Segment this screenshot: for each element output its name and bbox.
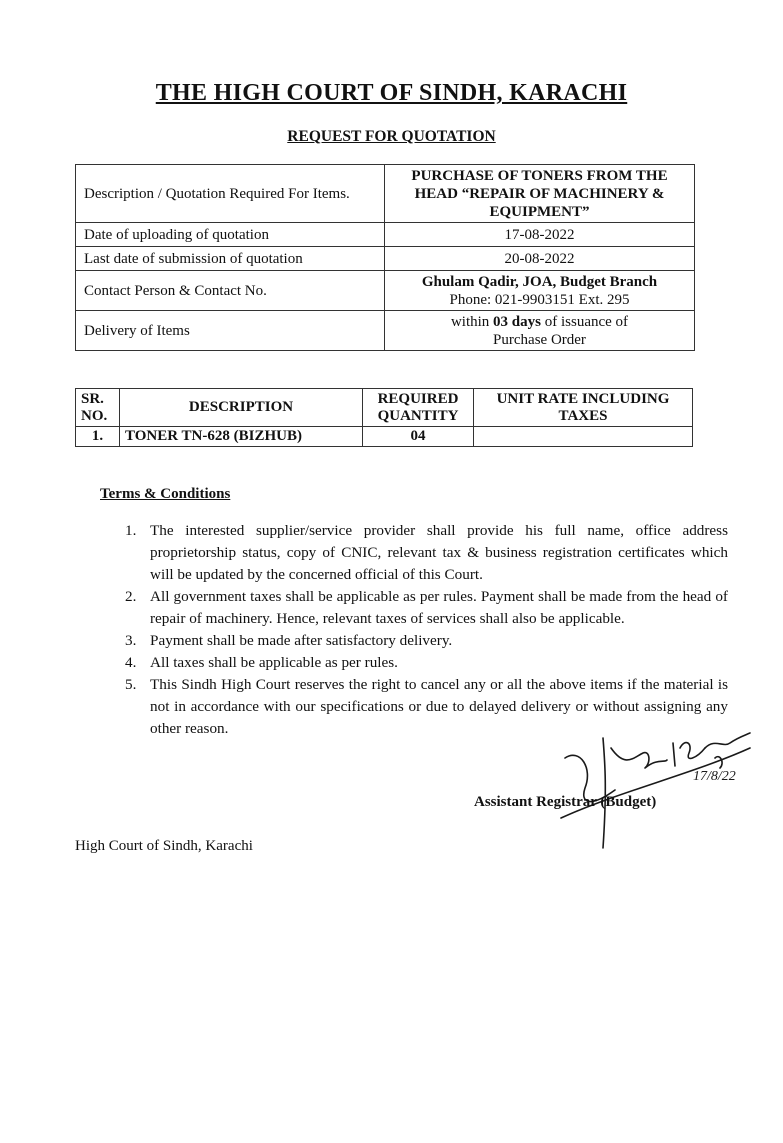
header-description: DESCRIPTION xyxy=(120,389,363,427)
list-item xyxy=(125,586,728,630)
term-number: 3. xyxy=(125,632,137,649)
list-item xyxy=(125,652,728,674)
delivery-line-2: Purchase Order xyxy=(493,331,586,348)
signature-date: 17/8/22 xyxy=(693,769,736,784)
delivery-pre: within xyxy=(450,313,494,330)
footer-text: High Court of Sindh, Karachi xyxy=(75,838,253,854)
term-text: All taxes shall be applicable as per rules. xyxy=(150,654,398,671)
table-row xyxy=(76,223,695,247)
contact-person: Ghulam Qadir, JOA, Budget Branch xyxy=(421,273,658,290)
delivery-days: 03 days xyxy=(493,313,541,330)
delivery-post: of issuance of xyxy=(540,313,629,330)
info-label: Date of uploading of quotation xyxy=(76,223,385,247)
quotation-info-table xyxy=(75,164,695,351)
info-label: Last date of submission of quotation xyxy=(76,247,385,271)
delivery-line xyxy=(393,313,686,331)
table-row xyxy=(76,311,695,351)
term-number: 5. xyxy=(125,676,137,693)
item-sr: 1. xyxy=(76,427,120,447)
contact-info xyxy=(385,271,695,311)
list-item xyxy=(125,520,728,586)
item-rate xyxy=(474,427,693,447)
term-number: 1. xyxy=(125,522,137,539)
term-text: All government taxes shall be applicable as per rules. Payment shall be made from the head of repair of machinery. Hence, relevant taxes of services shall also be applicable. xyxy=(150,588,728,627)
item-description: TONER TN-628 (BIZHUB) xyxy=(120,427,363,447)
delivery-info xyxy=(385,311,695,351)
info-label: Contact Person & Contact No. xyxy=(76,271,385,311)
info-value: PURCHASE OF TONERS FROM THE HEAD “REPAIR OF MACHINERY & EQUIPMENT” xyxy=(385,165,695,223)
table-row xyxy=(76,165,695,223)
list-item xyxy=(125,630,728,652)
term-text: This Sindh High Court reserves the right to cancel any or all the above items if the material is not in accordance with our specifications or due to delayed delivery or without assigning any other reason. xyxy=(150,676,728,737)
header-sr: SR. NO. xyxy=(76,389,120,427)
upload-date: 17-08-2022 xyxy=(385,223,695,247)
item-quantity: 04 xyxy=(363,427,474,447)
header-quantity: REQUIRED QUANTITY xyxy=(363,389,474,427)
table-header-row xyxy=(76,389,693,427)
terms-title: Terms & Conditions xyxy=(100,486,231,502)
submission-deadline: 20-08-2022 xyxy=(385,247,695,271)
header-rate: UNIT RATE INCLUDING TAXES xyxy=(474,389,693,427)
signatory-title: Assistant Registrar (Budget) xyxy=(474,794,657,810)
term-text: Payment shall be made after satisfactory delivery. xyxy=(150,632,453,649)
terms-list xyxy=(125,520,728,740)
term-text: The interested supplier/service provider shall provide his full name, office address proprietorship status, copy of CNIC, relevant tax & business registration certificates which will be updated by the concerned official of this Court. xyxy=(150,522,728,583)
table-row xyxy=(76,271,695,311)
handwritten-signature xyxy=(555,718,755,858)
document-title: THE HIGH COURT OF SINDH, KARACHI xyxy=(155,80,628,106)
table-row xyxy=(76,247,695,271)
info-label: Description / Quotation Required For Items. xyxy=(76,165,385,223)
document-subtitle: REQUEST FOR QUOTATION xyxy=(287,128,496,145)
term-number: 4. xyxy=(125,654,137,671)
contact-phone: Phone: 021-9903151 Ext. 295 xyxy=(449,291,630,308)
table-row xyxy=(76,427,693,447)
items-table xyxy=(75,388,693,447)
info-label: Delivery of Items xyxy=(76,311,385,351)
term-number: 2. xyxy=(125,588,137,605)
